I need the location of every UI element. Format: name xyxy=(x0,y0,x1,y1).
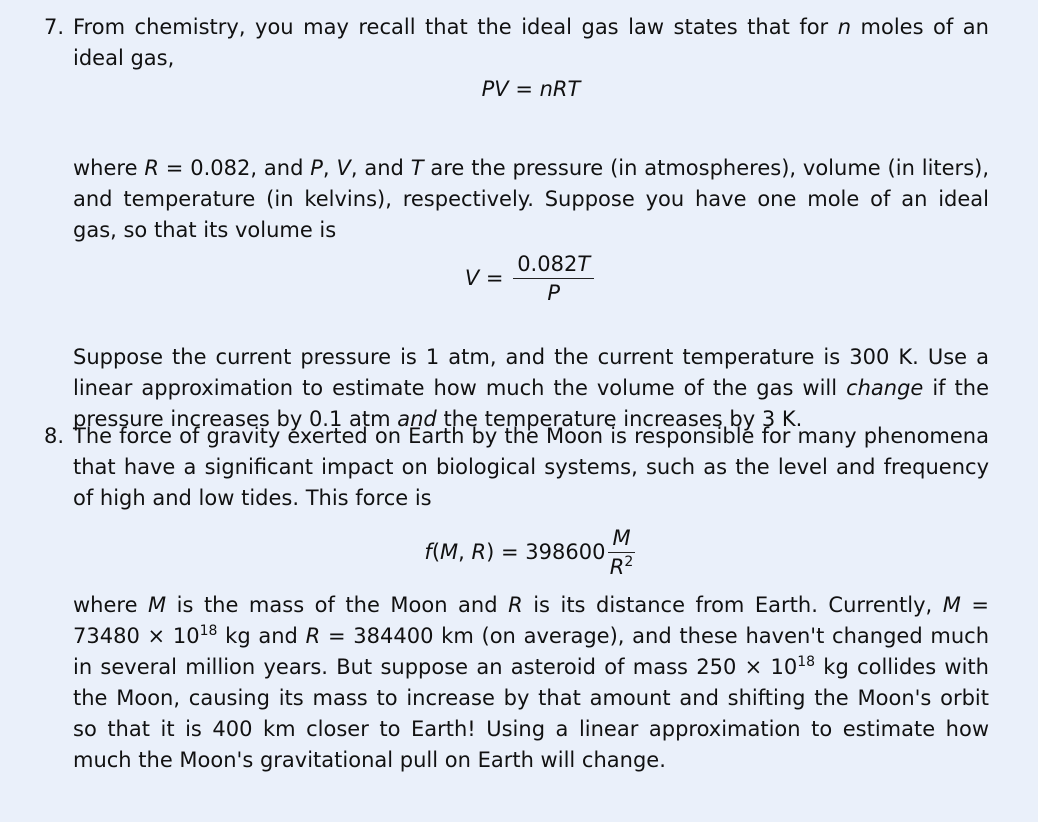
ideal-gas-law-equation: PV = nRT xyxy=(481,77,581,101)
force-fraction: $\frac{M}{R^2}$ xyxy=(609,526,634,579)
problem-7 xyxy=(44,12,990,435)
problem-8-intro: The force of gravity exerted on Earth by the Moon is responsible for many phenomena that have a significant impact on biological systems, such as the level and frequency of high and low tides. This force is xyxy=(73,424,989,510)
problem-number: 7. xyxy=(44,15,65,39)
problem-7-question-paragraph: Suppose the current pressure is 1 atm, and the current temperature is 300 K. Use a linear approximation to estimate how much the volume of the gas will change if the pressure increases by 0.1 atm and the temperature increases by 3 K. xyxy=(73,345,990,431)
problem-number: 8. xyxy=(44,424,65,448)
problem-8 xyxy=(44,421,989,776)
problem-8-question-paragraph: where M is the mass of the Moon and R is its distance from Earth. Currently, $M = 73480 \times 10^{18}$ kg and R = 384400 km (on average), and these haven't changed much in several million years. But suppose an asteroid of mass $250 \times 10^{18}$ kg collides with the Moon, causing its mass to increase by that amount and shifting the Moon's orbit so that it is 400 km closer to Earth! Using a linear approximation to estimate how much the Moon's gravitational pull on Earth will change. xyxy=(73,593,989,772)
volume-fraction: $\frac{0.082T}{P}$ xyxy=(513,250,594,307)
volume-equation: V = $\frac{0.082T}{P}$ xyxy=(73,250,989,310)
gravity-force-equation: f(M, R) = 398600 $\frac{M}{R^2}$ xyxy=(424,526,634,579)
problem-7-variables-paragraph: where R = 0.082, and P, V, and T are the pressure (in atmospheres), volume (in liters), and temperature (in kelvins), respectively. Suppose you have one mole of an ideal gas, so that its volume is xyxy=(73,156,989,242)
problem-7-intro: From chemistry, you may recall that the ideal gas law states that for n moles of an ideal gas, xyxy=(73,15,989,70)
